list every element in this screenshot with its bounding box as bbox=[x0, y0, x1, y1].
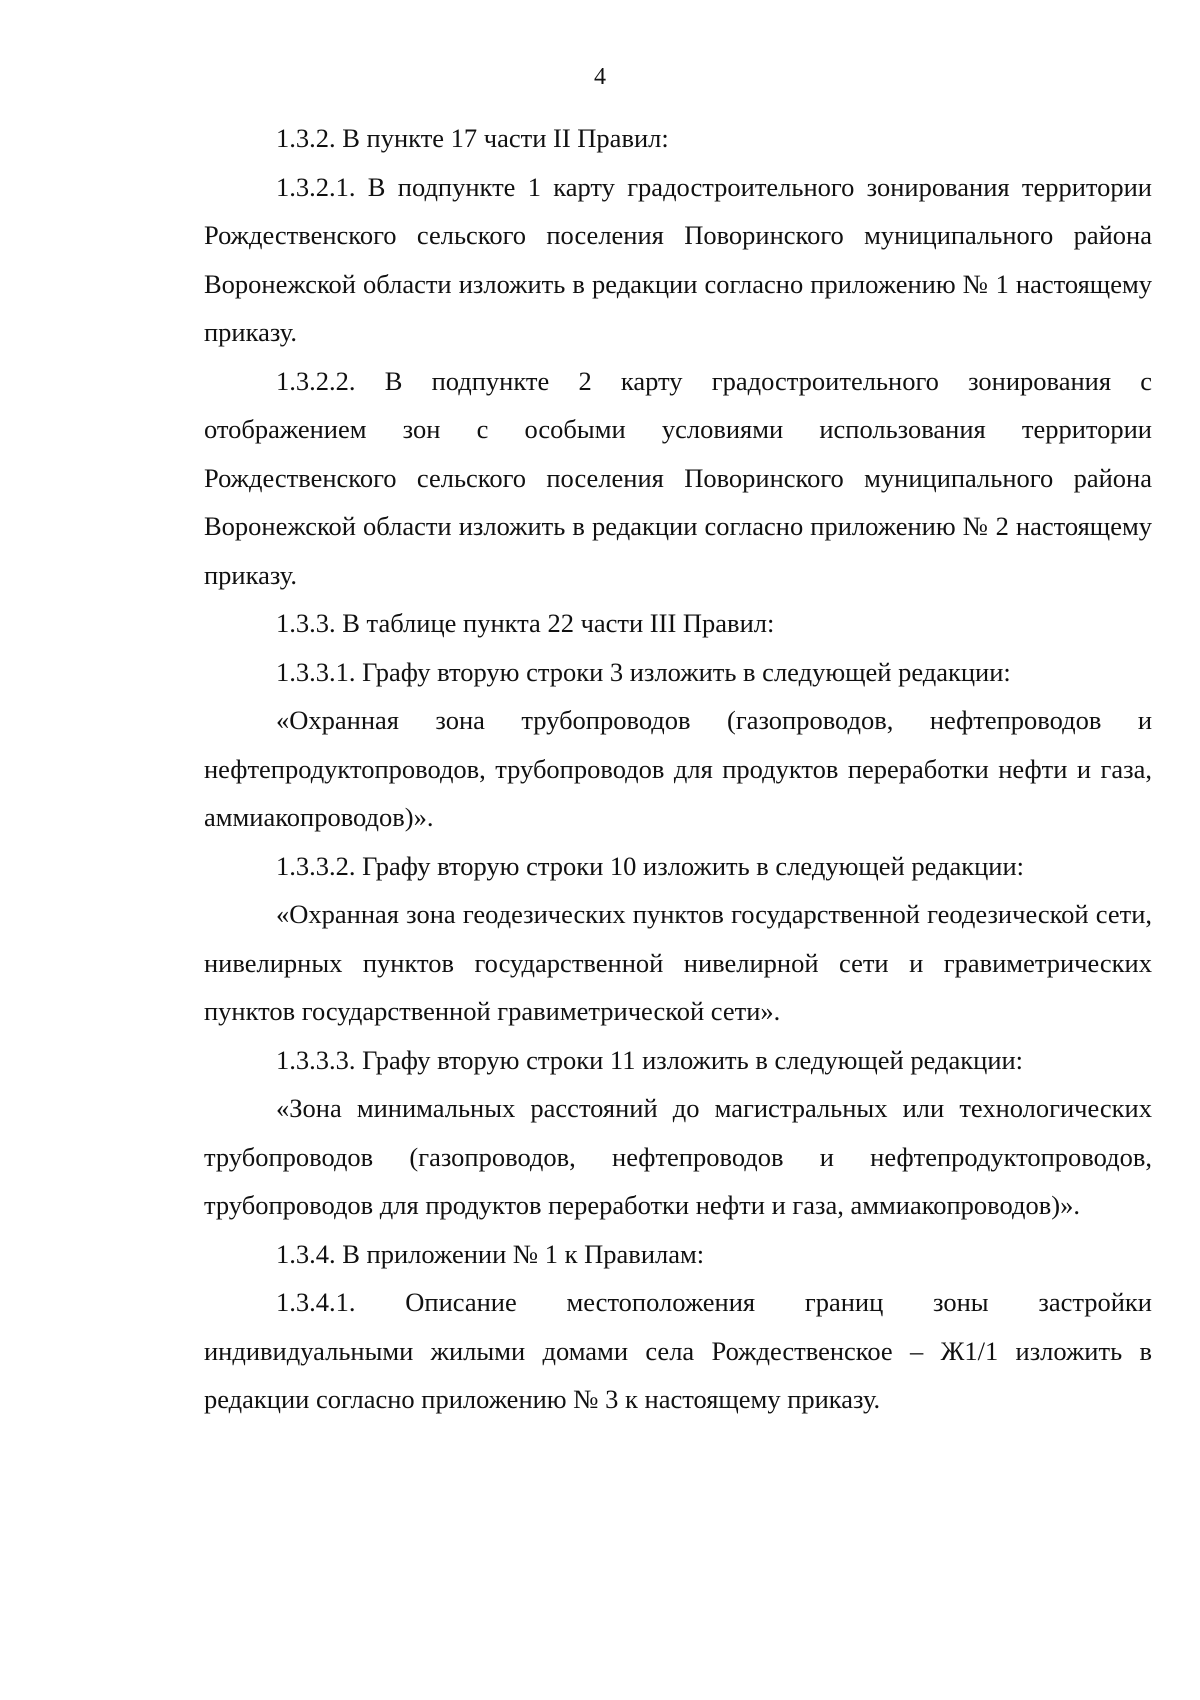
quote-row-3: «Охранная зона трубопроводов (газопроводов, нефтепроводов и нефтепродуктопроводов, трубопроводов для продуктов переработки нефти и газа, аммиакопроводов)». bbox=[204, 705, 1152, 832]
quote-row-10: «Охранная зона геодезических пунктов государственной геодезической сети, нивелирных пунктов государственной нивелирной сети и гравиметрических пунктов государственной гравиметрической сети». bbox=[204, 899, 1152, 1026]
paragraph-1-3-4-1: 1.3.4.1. Описание местоположения границ зоны застройки индивидуальными жилыми домами села Рождественское – Ж1/1 изложить в редакции согласно приложению № 3 к настоящему приказу. bbox=[204, 1287, 1152, 1414]
page-number: 4 bbox=[594, 64, 606, 90]
quote-row-11: «Зона минимальных расстояний до магистральных или технологических трубопроводов (газопроводов, нефтепроводов и нефтепродуктопроводов, трубопроводов для продуктов переработки нефти и газа, аммиакопроводов)». bbox=[204, 1093, 1152, 1220]
document-body bbox=[204, 114, 1152, 1424]
paragraph-1-3-3-2: 1.3.3.2. Графу вторую строки 10 изложить в следующей редакции: bbox=[276, 850, 1025, 881]
paragraph-1-3-3: 1.3.3. В таблице пункта 22 части III Правил: bbox=[276, 608, 775, 638]
paragraph-1-3-2-1: 1.3.2.1. В подпункте 1 карту градостроительного зонирования территории Рождественского сельского поселения Поворинского муниципального района Воронежской области изложить в редакции согласно приложению № 1 настоящему приказу. bbox=[204, 171, 1152, 347]
paragraph-1-3-3-3: 1.3.3.3. Графу вторую строки 11 изложить в следующей редакции: bbox=[276, 1044, 1024, 1075]
paragraph-1-3-3-1: 1.3.3.1. Графу вторую строки 3 изложить в следующей редакции: bbox=[276, 656, 1011, 687]
paragraph-1-3-2-2: 1.3.2.2. В подпункте 2 карту градостроительного зонирования с отображением зон с особыми условиями использования территории Рождественского сельского поселения Поворинского муниципального района Воронежской области изложить в редакции согласно приложению № 2 настоящему приказу. bbox=[204, 365, 1152, 590]
paragraph-1-3-2: 1.3.2. В пункте 17 части II Правил: bbox=[276, 123, 669, 153]
paragraph-1-3-4: 1.3.4. В приложении № 1 к Правилам: bbox=[276, 1238, 705, 1269]
